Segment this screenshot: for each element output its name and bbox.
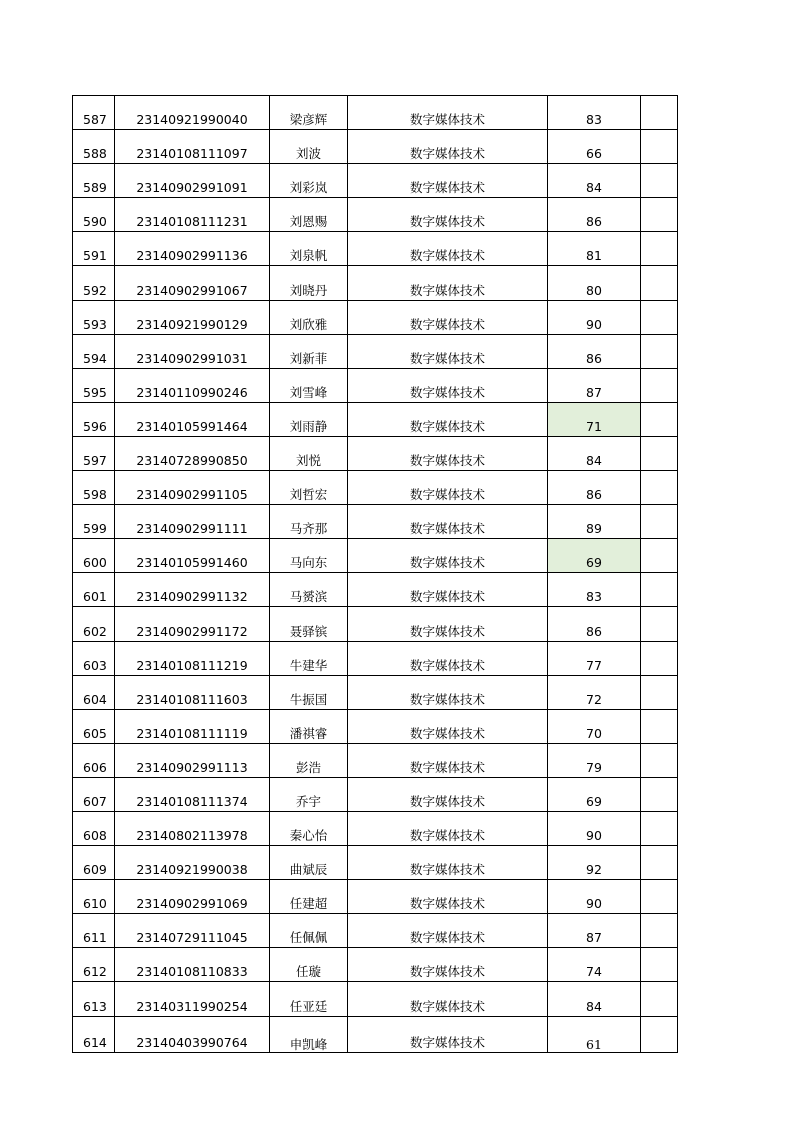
table-row	[73, 777, 678, 811]
student-id-cell: 23140110990246	[115, 368, 270, 402]
score-cell: 69	[548, 539, 641, 573]
major-cell: 数字媒体技术	[348, 96, 548, 130]
student-name-cell: 刘欣雅	[270, 300, 348, 334]
score-cell: 70	[548, 709, 641, 743]
table-row	[73, 232, 678, 266]
remark-cell	[641, 811, 678, 845]
student-name-cell: 牛振国	[270, 675, 348, 709]
student-id-cell: 23140105991464	[115, 402, 270, 436]
remark-cell	[641, 368, 678, 402]
remark-cell	[641, 743, 678, 777]
table-row	[73, 368, 678, 402]
table-row	[73, 982, 678, 1016]
table-row	[73, 164, 678, 198]
remark-cell	[641, 914, 678, 948]
table-row	[73, 880, 678, 914]
score-cell: 87	[548, 368, 641, 402]
major-cell: 数字媒体技术	[348, 198, 548, 232]
remark-cell	[641, 471, 678, 505]
table-row	[73, 914, 678, 948]
row-number-cell: 590	[73, 198, 115, 232]
table-row	[73, 334, 678, 368]
major-cell: 数字媒体技术	[348, 573, 548, 607]
table-row	[73, 743, 678, 777]
remark-cell	[641, 777, 678, 811]
score-cell: 83	[548, 573, 641, 607]
score-cell: 61	[548, 1016, 641, 1052]
row-number-cell: 613	[73, 982, 115, 1016]
remark-cell	[641, 130, 678, 164]
row-number-cell: 589	[73, 164, 115, 198]
row-number-cell: 598	[73, 471, 115, 505]
row-number-cell: 591	[73, 232, 115, 266]
row-number-cell: 587	[73, 96, 115, 130]
remark-cell	[641, 1016, 678, 1052]
remark-cell	[641, 436, 678, 470]
row-number-cell: 605	[73, 709, 115, 743]
remark-cell	[641, 334, 678, 368]
student-name-cell: 刘波	[270, 130, 348, 164]
major-cell: 数字媒体技术	[348, 641, 548, 675]
table-row	[73, 402, 678, 436]
student-name-cell: 刘彩岚	[270, 164, 348, 198]
major-cell: 数字媒体技术	[348, 846, 548, 880]
student-name-cell: 梁彦辉	[270, 96, 348, 130]
score-cell: 83	[548, 96, 641, 130]
remark-cell	[641, 948, 678, 982]
remark-cell	[641, 982, 678, 1016]
table-body	[73, 96, 678, 1053]
student-name-cell: 任佩佩	[270, 914, 348, 948]
score-cell: 84	[548, 436, 641, 470]
row-number-cell: 592	[73, 266, 115, 300]
student-id-cell: 23140108111219	[115, 641, 270, 675]
table-row	[73, 198, 678, 232]
major-cell: 数字媒体技术	[348, 1016, 548, 1052]
student-id-cell: 23140902991069	[115, 880, 270, 914]
student-name-cell: 马齐那	[270, 505, 348, 539]
row-number-cell: 603	[73, 641, 115, 675]
student-id-cell: 23140902991111	[115, 505, 270, 539]
major-cell: 数字媒体技术	[348, 402, 548, 436]
row-number-cell: 593	[73, 300, 115, 334]
student-id-cell: 23140902991105	[115, 471, 270, 505]
student-id-cell: 23140902991172	[115, 607, 270, 641]
row-number-cell: 611	[73, 914, 115, 948]
score-cell: 90	[548, 300, 641, 334]
table-row	[73, 436, 678, 470]
major-cell: 数字媒体技术	[348, 709, 548, 743]
remark-cell	[641, 846, 678, 880]
remark-cell	[641, 880, 678, 914]
student-name-cell: 马赟滨	[270, 573, 348, 607]
score-cell: 80	[548, 266, 641, 300]
remark-cell	[641, 96, 678, 130]
major-cell: 数字媒体技术	[348, 777, 548, 811]
student-id-cell: 23140108111097	[115, 130, 270, 164]
score-table	[72, 95, 678, 1053]
major-cell: 数字媒体技术	[348, 130, 548, 164]
student-id-cell: 23140902991136	[115, 232, 270, 266]
score-cell: 92	[548, 846, 641, 880]
score-cell: 86	[548, 198, 641, 232]
score-cell: 86	[548, 334, 641, 368]
student-name-cell: 牛建华	[270, 641, 348, 675]
student-id-cell: 23140108111231	[115, 198, 270, 232]
row-number-cell: 606	[73, 743, 115, 777]
table-row	[73, 948, 678, 982]
student-name-cell: 申凯峰	[270, 1016, 348, 1052]
major-cell: 数字媒体技术	[348, 436, 548, 470]
student-id-cell: 23140902991031	[115, 334, 270, 368]
table-row	[73, 1016, 678, 1052]
major-cell: 数字媒体技术	[348, 811, 548, 845]
student-name-cell: 聂驿镔	[270, 607, 348, 641]
score-cell: 87	[548, 914, 641, 948]
major-cell: 数字媒体技术	[348, 982, 548, 1016]
table-row	[73, 709, 678, 743]
score-cell: 81	[548, 232, 641, 266]
student-id-cell: 23140108111374	[115, 777, 270, 811]
remark-cell	[641, 232, 678, 266]
table-row	[73, 607, 678, 641]
student-id-cell: 23140902991113	[115, 743, 270, 777]
student-id-cell: 23140921990040	[115, 96, 270, 130]
table-row	[73, 130, 678, 164]
table-row	[73, 675, 678, 709]
table-row	[73, 266, 678, 300]
score-cell: 86	[548, 471, 641, 505]
score-cell: 79	[548, 743, 641, 777]
student-name-cell: 任建超	[270, 880, 348, 914]
major-cell: 数字媒体技术	[348, 471, 548, 505]
row-number-cell: 595	[73, 368, 115, 402]
row-number-cell: 602	[73, 607, 115, 641]
student-id-cell: 23140921990038	[115, 846, 270, 880]
score-cell: 74	[548, 948, 641, 982]
major-cell: 数字媒体技术	[348, 334, 548, 368]
student-id-cell: 23140108111603	[115, 675, 270, 709]
student-id-cell: 23140108111119	[115, 709, 270, 743]
student-id-cell: 23140902991132	[115, 573, 270, 607]
student-name-cell: 刘悦	[270, 436, 348, 470]
student-id-cell: 23140105991460	[115, 539, 270, 573]
table-row	[73, 96, 678, 130]
remark-cell	[641, 505, 678, 539]
table-row	[73, 641, 678, 675]
score-cell: 71	[548, 402, 641, 436]
major-cell: 数字媒体技术	[348, 675, 548, 709]
major-cell: 数字媒体技术	[348, 164, 548, 198]
table-row	[73, 505, 678, 539]
table-row	[73, 811, 678, 845]
score-cell: 90	[548, 811, 641, 845]
remark-cell	[641, 641, 678, 675]
remark-cell	[641, 709, 678, 743]
major-cell: 数字媒体技术	[348, 914, 548, 948]
score-cell: 69	[548, 777, 641, 811]
student-name-cell: 刘哲宏	[270, 471, 348, 505]
score-cell: 84	[548, 982, 641, 1016]
student-id-cell: 23140403990764	[115, 1016, 270, 1052]
table-row	[73, 471, 678, 505]
student-id-cell: 23140729111045	[115, 914, 270, 948]
major-cell: 数字媒体技术	[348, 505, 548, 539]
score-cell: 72	[548, 675, 641, 709]
student-name-cell: 曲斌辰	[270, 846, 348, 880]
major-cell: 数字媒体技术	[348, 300, 548, 334]
table-row	[73, 573, 678, 607]
student-id-cell: 23140902991091	[115, 164, 270, 198]
row-number-cell: 604	[73, 675, 115, 709]
table-row	[73, 539, 678, 573]
score-cell: 86	[548, 607, 641, 641]
major-cell: 数字媒体技术	[348, 539, 548, 573]
major-cell: 数字媒体技术	[348, 266, 548, 300]
row-number-cell: 610	[73, 880, 115, 914]
remark-cell	[641, 402, 678, 436]
row-number-cell: 608	[73, 811, 115, 845]
student-id-cell: 23140802113978	[115, 811, 270, 845]
row-number-cell: 612	[73, 948, 115, 982]
remark-cell	[641, 164, 678, 198]
row-number-cell: 607	[73, 777, 115, 811]
row-number-cell: 601	[73, 573, 115, 607]
student-id-cell: 23140311990254	[115, 982, 270, 1016]
student-name-cell: 彭浩	[270, 743, 348, 777]
score-cell: 77	[548, 641, 641, 675]
remark-cell	[641, 300, 678, 334]
student-id-cell: 23140921990129	[115, 300, 270, 334]
major-cell: 数字媒体技术	[348, 607, 548, 641]
score-cell: 66	[548, 130, 641, 164]
student-name-cell: 潘祺睿	[270, 709, 348, 743]
student-name-cell: 秦心怡	[270, 811, 348, 845]
student-name-cell: 刘恩赐	[270, 198, 348, 232]
major-cell: 数字媒体技术	[348, 880, 548, 914]
remark-cell	[641, 198, 678, 232]
remark-cell	[641, 607, 678, 641]
student-name-cell: 刘晓丹	[270, 266, 348, 300]
student-name-cell: 刘泉帆	[270, 232, 348, 266]
student-name-cell: 乔宇	[270, 777, 348, 811]
table-row	[73, 846, 678, 880]
major-cell: 数字媒体技术	[348, 368, 548, 402]
student-name-cell: 任璇	[270, 948, 348, 982]
row-number-cell: 609	[73, 846, 115, 880]
student-id-cell: 23140728990850	[115, 436, 270, 470]
major-cell: 数字媒体技术	[348, 232, 548, 266]
score-cell: 90	[548, 880, 641, 914]
row-number-cell: 596	[73, 402, 115, 436]
student-name-cell: 任亚廷	[270, 982, 348, 1016]
score-cell: 84	[548, 164, 641, 198]
major-cell: 数字媒体技术	[348, 948, 548, 982]
remark-cell	[641, 539, 678, 573]
remark-cell	[641, 573, 678, 607]
student-name-cell: 刘新菲	[270, 334, 348, 368]
student-name-cell: 刘雪峰	[270, 368, 348, 402]
student-name-cell: 刘雨静	[270, 402, 348, 436]
remark-cell	[641, 266, 678, 300]
row-number-cell: 599	[73, 505, 115, 539]
row-number-cell: 614	[73, 1016, 115, 1052]
student-id-cell: 23140108110833	[115, 948, 270, 982]
row-number-cell: 597	[73, 436, 115, 470]
table-row	[73, 300, 678, 334]
major-cell: 数字媒体技术	[348, 743, 548, 777]
score-cell: 89	[548, 505, 641, 539]
row-number-cell: 588	[73, 130, 115, 164]
remark-cell	[641, 675, 678, 709]
student-name-cell: 马向东	[270, 539, 348, 573]
row-number-cell: 594	[73, 334, 115, 368]
student-id-cell: 23140902991067	[115, 266, 270, 300]
row-number-cell: 600	[73, 539, 115, 573]
